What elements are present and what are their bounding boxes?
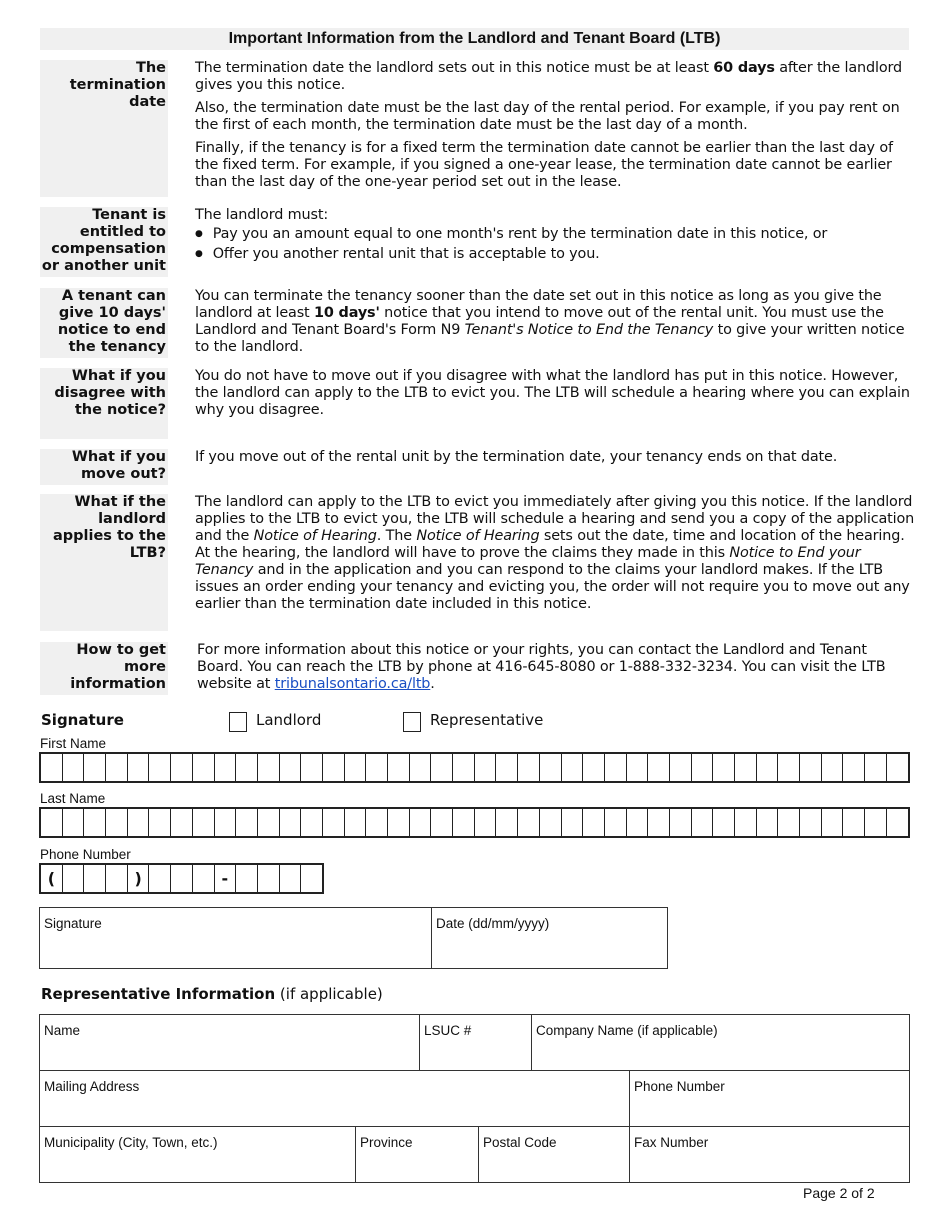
rep-municipality-field[interactable] (39, 1126, 356, 1183)
char-box[interactable] (193, 754, 215, 781)
char-box[interactable] (301, 754, 323, 781)
char-box[interactable] (431, 809, 453, 836)
char-box[interactable] (735, 754, 757, 781)
char-box[interactable] (193, 865, 215, 892)
char-box[interactable] (258, 754, 280, 781)
char-box[interactable] (84, 754, 106, 781)
char-box[interactable] (496, 809, 518, 836)
section-paragraph: The termination date the landlord sets out in this notice must be at least 60 days after the landlord gives you this notice. (195, 60, 903, 93)
char-box[interactable] (518, 809, 540, 836)
rep-fax-field[interactable] (629, 1126, 910, 1183)
char-box[interactable] (106, 754, 128, 781)
char-box[interactable] (128, 754, 150, 781)
char-box[interactable] (605, 809, 627, 836)
char-box[interactable] (280, 809, 302, 836)
char-box[interactable] (800, 809, 822, 836)
char-box[interactable] (778, 754, 800, 781)
rep-mailing-label: Mailing Address (44, 1079, 140, 1094)
section-text (195, 288, 915, 362)
char-box[interactable] (562, 754, 584, 781)
char-box[interactable] (280, 754, 302, 781)
section-paragraph: Also, the termination date must be the last day of the rental period. For example, if you pay rent on the first of each month, the termination date must be the last day of a month. (195, 100, 900, 133)
rep-company-label: Company Name (if applicable) (536, 1023, 718, 1038)
rep-title: Representative Information (41, 985, 276, 1003)
section-label: How to get more information (40, 642, 168, 695)
date-field[interactable] (431, 907, 668, 969)
char-box[interactable] (670, 809, 692, 836)
section-intro: The landlord must: (195, 207, 329, 223)
char-box[interactable] (735, 809, 757, 836)
rep-province-field[interactable] (355, 1126, 479, 1183)
char-box[interactable] (583, 754, 605, 781)
section-label: A tenant can give 10 days' notice to end the tenancy (40, 288, 168, 358)
rep-mailing-field[interactable] (39, 1070, 630, 1127)
rep-name-label: Name (44, 1023, 81, 1038)
char-box[interactable] (84, 809, 106, 836)
page-title: Important Information from the Landlord and Tenant Board (LTB) (40, 28, 909, 50)
section-label: The termination date (40, 60, 168, 197)
char-box[interactable] (670, 754, 692, 781)
char-box[interactable] (648, 754, 670, 781)
landlord-label: Landlord (256, 711, 322, 729)
date-field-label: Date (dd/mm/yyyy) (436, 916, 550, 931)
char-box[interactable] (345, 809, 367, 836)
char-box[interactable] (149, 865, 171, 892)
char-box[interactable] (410, 754, 432, 781)
signature-field[interactable] (39, 907, 432, 969)
last-name-field[interactable] (39, 807, 910, 838)
section-paragraph: You do not have to move out if you disagree with what the landlord has put in this notice. However, the landlord can apply to the LTB to evict you. The LTB will schedule a hearing where you can explain why you disagree. (195, 368, 910, 418)
rep-phone-field[interactable] (629, 1070, 910, 1127)
char-box[interactable] (236, 754, 258, 781)
char-box[interactable] (84, 865, 106, 892)
char-box[interactable] (627, 754, 649, 781)
char-box[interactable] (410, 809, 432, 836)
char-box[interactable] (692, 809, 714, 836)
rep-postal-label: Postal Code (483, 1135, 557, 1150)
char-box[interactable] (63, 754, 85, 781)
landlord-checkbox[interactable] (229, 712, 247, 732)
char-box[interactable] (236, 865, 258, 892)
char-box[interactable] (822, 754, 844, 781)
char-box[interactable] (800, 754, 822, 781)
bullet-item: ● Offer you another rental unit that is acceptable to you. (195, 246, 915, 263)
signature-field-label: Signature (44, 916, 102, 931)
char-box[interactable] (258, 809, 280, 836)
char-box[interactable] (605, 754, 627, 781)
char-box[interactable] (106, 865, 128, 892)
section-text (195, 449, 915, 472)
section-label: What if the landlord applies to the LTB? (40, 494, 168, 631)
char-box[interactable] (627, 809, 649, 836)
section-paragraph: For more information about this notice or your rights, you can contact the Landlord and Tenant Board. You can reach the LTB by phone at 416-645-8080 or 1-888-332-3234. You can visit the LTB website at tribunalsontario.ca/ltb. (197, 642, 886, 692)
rep-postal-field[interactable] (478, 1126, 630, 1183)
char-box[interactable] (518, 754, 540, 781)
char-box[interactable] (475, 754, 497, 781)
char-box[interactable]: ) (128, 865, 150, 892)
ltb-website-link[interactable]: tribunalsontario.ca/ltb (274, 676, 431, 692)
char-box[interactable] (822, 809, 844, 836)
char-box[interactable] (453, 809, 475, 836)
char-box[interactable] (865, 754, 887, 781)
char-box[interactable] (41, 754, 63, 781)
char-box[interactable] (323, 809, 345, 836)
char-box[interactable] (431, 754, 453, 781)
section-paragraph: The landlord can apply to the LTB to evict you immediately after giving you this notice. If the landlord applies to the LTB to evict you, the LTB will schedule a hearing and send you a copy of the application and the Notice of Hearing. The Notice of Hearing sets out the date, time and location of the hearing. At the hearing, the landlord will have to prove the claims they made in this Notice to End your Tenancy and in the application and you can respond to the claims your landlord makes. If the LTB issues an order ending your tenancy and evicting you, the order will not require you to move out any earlier than the termination date included in this notice. (195, 494, 915, 612)
char-box[interactable] (648, 809, 670, 836)
char-box[interactable] (236, 809, 258, 836)
char-box[interactable] (366, 754, 388, 781)
section-label: What if you move out? (40, 449, 168, 485)
section-text (195, 494, 915, 619)
char-box[interactable] (843, 809, 865, 836)
char-box[interactable] (562, 809, 584, 836)
signature-heading: Signature (41, 711, 124, 729)
char-box[interactable] (171, 754, 193, 781)
char-box[interactable] (583, 809, 605, 836)
char-box[interactable] (171, 865, 193, 892)
char-box[interactable] (63, 809, 85, 836)
char-box[interactable]: - (215, 865, 237, 892)
char-box[interactable] (865, 809, 887, 836)
section-text (197, 642, 917, 699)
section-paragraph: If you move out of the rental unit by the termination date, your tenancy ends on that date. (195, 449, 838, 465)
rep-fax-label: Fax Number (634, 1135, 709, 1150)
rep-phone-label: Phone Number (634, 1079, 725, 1094)
char-box[interactable]: ( (41, 865, 63, 892)
char-box[interactable] (475, 809, 497, 836)
char-box[interactable] (345, 754, 367, 781)
char-box[interactable] (63, 865, 85, 892)
char-box[interactable] (496, 754, 518, 781)
rep-lsuc-label: LSUC # (424, 1023, 472, 1038)
char-box[interactable] (41, 809, 63, 836)
rep-province-label: Province (360, 1135, 413, 1150)
char-box[interactable] (149, 754, 171, 781)
representative-label: Representative (430, 711, 544, 729)
char-box[interactable] (388, 754, 410, 781)
char-box[interactable] (713, 809, 735, 836)
rep-lsuc-field[interactable] (419, 1014, 532, 1071)
rep-municipality-label: Municipality (City, Town, etc.) (44, 1135, 218, 1150)
char-box[interactable] (887, 809, 908, 836)
first-name-label: First Name (40, 736, 107, 751)
char-box[interactable] (757, 809, 779, 836)
char-box[interactable] (128, 809, 150, 836)
char-box[interactable] (171, 809, 193, 836)
phone-field[interactable] (39, 863, 324, 894)
char-box[interactable] (843, 754, 865, 781)
char-box[interactable] (778, 809, 800, 836)
rep-company-field[interactable] (531, 1014, 910, 1071)
bullet-item: ● Pay you an amount equal to one month's rent by the termination date in this notice, or (195, 226, 915, 243)
char-box[interactable] (323, 754, 345, 781)
section-paragraph: Finally, if the tenancy is for a fixed term the termination date cannot be earlier than the last day of the fixed term. For example, if you signed a one-year lease, the termination date cannot be earlier than the last day of the one-year period set out in the lease. (195, 140, 893, 190)
char-box[interactable] (540, 754, 562, 781)
char-box[interactable] (280, 865, 302, 892)
char-box[interactable] (713, 754, 735, 781)
rep-name-field[interactable] (39, 1014, 420, 1071)
char-box[interactable] (366, 809, 388, 836)
char-box[interactable] (215, 809, 237, 836)
char-box[interactable] (193, 809, 215, 836)
char-box[interactable] (215, 754, 237, 781)
char-box[interactable] (149, 809, 171, 836)
rep-heading (41, 985, 383, 1003)
phone-label: Phone Number (40, 847, 131, 862)
page-number: Page 2 of 2 (803, 1185, 875, 1201)
section-label: What if you disagree with the notice? (40, 368, 168, 439)
section-paragraph: You can terminate the tenancy sooner than the date set out in this notice as long as you give the landlord at least 10 days' notice that you intend to move out of the rental unit. You must use the Landlord and Tenant Board's Form N9 Tenant's Notice to End the Tenancy to give your written notice to the landlord. (195, 288, 905, 355)
char-box[interactable] (258, 865, 280, 892)
char-box[interactable] (757, 754, 779, 781)
char-box[interactable] (301, 865, 322, 892)
char-box[interactable] (106, 809, 128, 836)
char-box[interactable] (388, 809, 410, 836)
char-box[interactable] (301, 809, 323, 836)
representative-checkbox[interactable] (403, 712, 421, 732)
section-text (195, 207, 915, 266)
rep-title-suffix: (if applicable) (279, 985, 383, 1003)
char-box[interactable] (540, 809, 562, 836)
char-box[interactable] (453, 754, 475, 781)
section-text (195, 60, 915, 197)
first-name-field[interactable] (39, 752, 910, 783)
section-label: Tenant is entitled to compensation or another unit (40, 207, 168, 277)
section-text (195, 368, 915, 425)
char-box[interactable] (887, 754, 908, 781)
last-name-label: Last Name (40, 791, 106, 806)
char-box[interactable] (692, 754, 714, 781)
